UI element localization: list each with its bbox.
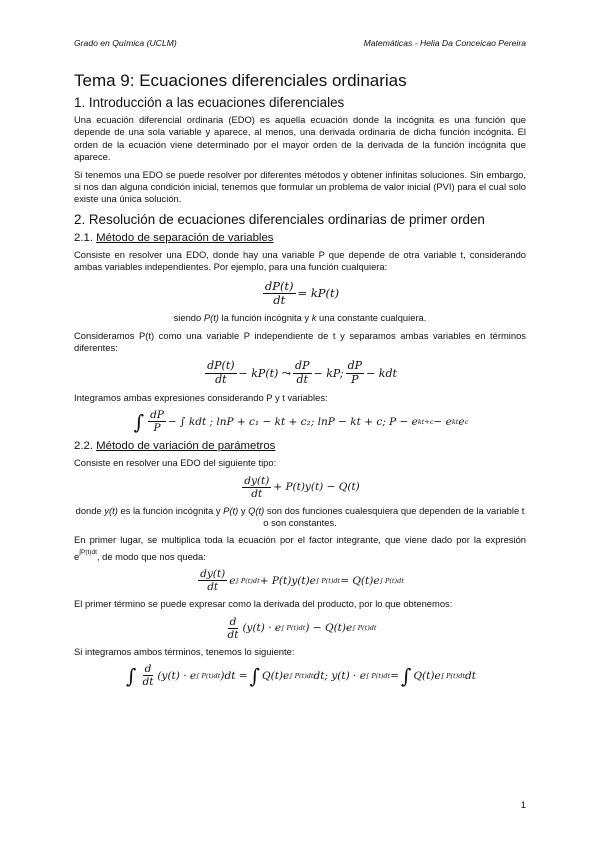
equation-7-exponent-d: ∫ P(t)dt bbox=[365, 671, 391, 680]
equation-2-end: − kdt bbox=[366, 366, 397, 380]
equation-3-middle: − e bbox=[433, 415, 452, 428]
subsection-2-1-paragraph-1: Consiste en resolver una EDO, donde hay una variable P que depende de otra variable t, considerando ambas variables independientes. Por ejemplo, para una función cualquiera: bbox=[74, 248, 526, 273]
equation-7 bbox=[74, 663, 526, 688]
equation-2 bbox=[74, 359, 526, 386]
equation-4-numerator: dy(t) bbox=[244, 474, 270, 487]
subsection-2-2-number: 2.2. bbox=[74, 440, 93, 453]
subsection-2-2-heading bbox=[74, 439, 526, 454]
equation-5-exponent-b: ∫ P(t)dt bbox=[315, 576, 341, 585]
page-number: 1 bbox=[520, 800, 526, 811]
subsection-2-1-heading bbox=[74, 231, 526, 246]
equation-7-part-c: Q(t)e bbox=[262, 669, 290, 682]
page-content bbox=[74, 70, 526, 693]
equation-5-numerator: dy(t) bbox=[200, 568, 226, 581]
subsection-2-2-paragraph-5: Si integramos ambos términos, tenemos lo siguiente: bbox=[74, 645, 295, 657]
text-fragment: es la función incógnita y bbox=[117, 504, 224, 516]
text-fragment: la función incógnita y bbox=[218, 312, 312, 324]
text-fragment: son dos funciones cualesquiera que dependen de la variable t o son constantes. bbox=[263, 504, 525, 529]
subsection-2-2-paragraph-3 bbox=[74, 534, 526, 563]
header-author: Matemáticas - Helia Da Conceicao Pereira bbox=[363, 38, 526, 48]
equation-3-numerator: dP bbox=[150, 409, 164, 421]
equation-6-denominator: dt bbox=[227, 628, 239, 641]
equation-7-part-b: )dt = bbox=[220, 669, 248, 682]
subsection-2-1-paragraph-2 bbox=[74, 312, 526, 324]
equation-2-f3-numerator: dP bbox=[347, 359, 363, 373]
subsection-2-2-paragraph-4: El primer término se puede expresar como la derivada del producto, por lo que obtenemos: bbox=[74, 598, 453, 610]
text-fragment: una constante cualquiera. bbox=[316, 312, 427, 324]
equation-1-fraction bbox=[263, 280, 296, 307]
equation-6-exponent-b: ∫ P(t)dt bbox=[352, 624, 377, 633]
math-qt: Q(t) bbox=[248, 504, 265, 516]
integral-sign: ∫ bbox=[249, 663, 260, 688]
equation-1 bbox=[74, 279, 526, 307]
equation-7-part-g: dt bbox=[464, 669, 476, 682]
equation-2-middle-1: − kP(t) ⤳ bbox=[238, 366, 292, 380]
equation-5-fraction bbox=[198, 568, 227, 593]
section-1-paragraph-1: Una ecuación diferencial ordinaria (EDO) es aquella ecuación donde la incógnita es una función que depende de una sola variable y aparece, al menos, una derivada ordinaria de dicha función incógnita. El orden de la ecuación viene determinado por el mayor orden de la derivada de la función incógnita que aparece. bbox=[74, 114, 526, 163]
equation-2-f2-denominator: dt bbox=[296, 372, 308, 386]
equation-7-numerator: d bbox=[144, 663, 152, 676]
equation-5-denominator: dt bbox=[207, 581, 219, 594]
equation-6-numerator: d bbox=[229, 615, 237, 628]
equation-7-part-a: (y(t) · e bbox=[157, 669, 197, 682]
equation-5-exponent-c: ∫ P(t)dt bbox=[379, 576, 404, 585]
equation-6-exponent-a: ∫ P(t)dt bbox=[281, 624, 306, 633]
equation-5 bbox=[74, 568, 526, 593]
equation-4-denominator: dt bbox=[251, 487, 263, 500]
equation-1-rhs: = kP(t) bbox=[297, 286, 340, 301]
math-yt: y(t) bbox=[104, 504, 118, 516]
text-fragment: donde bbox=[75, 504, 105, 516]
equation-6 bbox=[74, 616, 526, 641]
math-k: k bbox=[311, 312, 317, 324]
subsection-2-2-paragraph-1: Consiste en resolver una EDO del siguiente tipo: bbox=[74, 457, 277, 469]
integrating-factor-exponent: ∫P(t)dt bbox=[79, 548, 97, 556]
equation-2-f2-numerator: dP bbox=[295, 359, 310, 373]
subsection-2-1-paragraph-3: Consideramos P(t) como una variable P independiente de t y separamos ambas variables en términos diferentes: bbox=[74, 329, 526, 353]
integral-sign: ∫ bbox=[401, 663, 412, 688]
subsection-2-1-title: Método de separación de variables bbox=[96, 231, 274, 244]
equation-1-numerator: dP(t) bbox=[264, 278, 294, 293]
math-pt: P(t) bbox=[203, 312, 219, 324]
equation-7-exponent-c: ∫ P(t)dt bbox=[289, 671, 314, 680]
subsection-2-1-paragraph-4: Integramos ambas expresiones considerando P y t variables: bbox=[74, 391, 328, 403]
math-pt: P(t) bbox=[223, 504, 239, 516]
equation-2-f1-denominator: dt bbox=[215, 372, 227, 386]
equation-7-part-f: Q(t)e bbox=[413, 669, 441, 682]
text-fragment: , de modo que nos queda: bbox=[96, 550, 206, 562]
equation-3-exponent-1: kt+c bbox=[417, 417, 434, 426]
text-fragment: siendo bbox=[173, 312, 204, 324]
equation-2-fraction-2 bbox=[293, 360, 311, 386]
equation-7-part-d: dt; y(t) · e bbox=[313, 669, 366, 682]
equation-2-f1-numerator: dP(t) bbox=[207, 359, 235, 373]
subsection-2-2-title: Método de variación de parámetros bbox=[96, 440, 276, 453]
header-course: Grado en Química (UCLM) bbox=[74, 38, 177, 48]
equation-7-denominator: dt bbox=[142, 676, 154, 689]
equation-3-fraction bbox=[148, 409, 166, 434]
section-1-paragraph-2: Si tenemos una EDO se puede resolver por diferentes métodos y obtener infinitas soluciones. Sin embargo, si nos dan alguna condición inicial, tenemos que formular un problema de valor inicial (PVI) para el cual solo existe una única solución. bbox=[74, 168, 526, 205]
equation-6-fraction bbox=[225, 616, 240, 641]
section-1-heading: 1. Introducción a las ecuaciones diferenciales bbox=[74, 95, 345, 110]
equation-4-rhs: + P(t)y(t) − Q(t) bbox=[273, 481, 360, 494]
equation-7-fraction bbox=[140, 663, 155, 688]
equation-6-part-b: ) − Q(t)e bbox=[305, 622, 353, 635]
equation-5-part-b: + P(t)y(t)e bbox=[259, 574, 316, 587]
integral-sign: ∫ bbox=[133, 409, 145, 434]
equation-2-f3-denominator: P bbox=[351, 372, 359, 386]
section-2-heading: 2. Resolución de ecuaciones diferenciales ordinarias de primer orden bbox=[74, 211, 485, 227]
equation-7-exponent-a: ∫ P(t)dt bbox=[196, 671, 221, 680]
equation-3-exponent-2: kt bbox=[451, 417, 459, 426]
equation-3-tail: e bbox=[458, 415, 465, 428]
page-title: Tema 9: Ecuaciones diferenciales ordinarias bbox=[74, 71, 407, 90]
equation-4 bbox=[74, 475, 526, 500]
equation-5-exponent-a: ∫ P(t)dt bbox=[235, 576, 260, 585]
equation-7-exponent-f: ∫ P(t)dt bbox=[440, 671, 465, 680]
text-fragment: y bbox=[238, 504, 249, 516]
equation-5-part-a: e bbox=[229, 574, 236, 587]
equation-4-fraction bbox=[242, 475, 271, 500]
equation-5-part-c: = Q(t)e bbox=[340, 574, 380, 587]
equation-6-part-a: (y(t) · e bbox=[242, 622, 282, 635]
subsection-2-2-paragraph-2 bbox=[74, 505, 526, 530]
equation-3 bbox=[74, 409, 526, 434]
subsection-2-1-number: 2.1. bbox=[74, 231, 93, 244]
equation-3-denominator: P bbox=[153, 422, 161, 435]
equation-3-exponent-3: c bbox=[464, 417, 469, 426]
integral-sign: ∫ bbox=[126, 663, 137, 688]
equation-2-fraction-1 bbox=[205, 360, 236, 386]
equation-7-part-e: = bbox=[390, 669, 400, 682]
equation-2-middle-2: − kP; bbox=[313, 366, 344, 380]
equation-2-fraction-3 bbox=[346, 360, 364, 386]
text-fragment: En primer lugar, se multiplica toda la ecuación por el factor integrante, que viene dado por la expresión e bbox=[74, 534, 526, 562]
equation-1-denominator: dt bbox=[273, 292, 286, 307]
equation-3-body: − ∫ kdt ; lnP + c₁ − kt + c₂; lnP − kt + c; P − e bbox=[167, 415, 418, 428]
